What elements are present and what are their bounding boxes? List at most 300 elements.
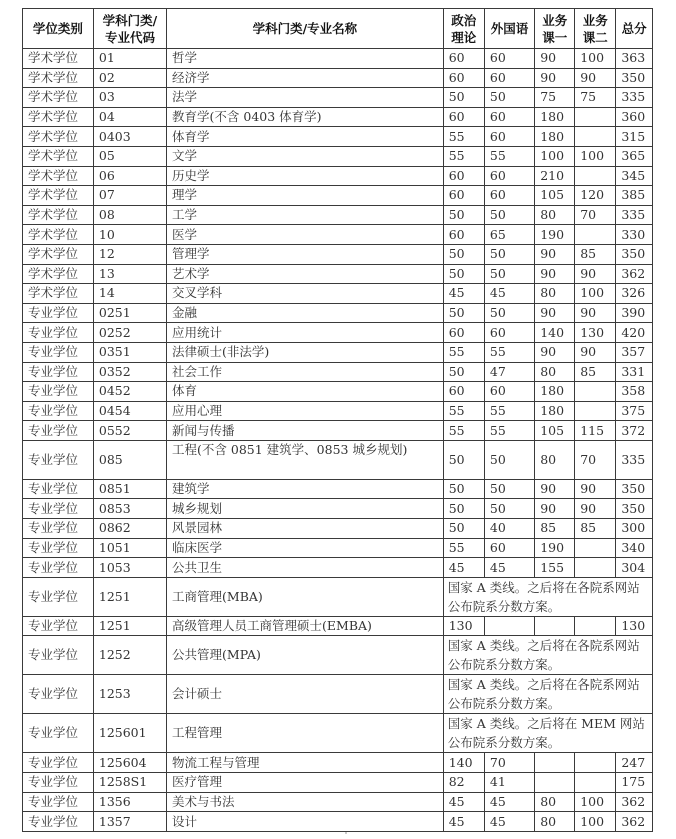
cell-course2: 90 (575, 499, 616, 519)
cell-foreign-language: 60 (484, 127, 534, 147)
cell-course2: 100 (575, 792, 616, 812)
cell-degree-type: 专业学位 (23, 577, 94, 616)
cell-code: 1356 (93, 792, 166, 812)
cell-degree-type: 专业学位 (23, 714, 94, 753)
cell-course2: 100 (575, 49, 616, 69)
cell-note: 国家 A 类线。之后将在 MEM 网站公布院系分数方案。 (443, 714, 652, 753)
cell-foreign-language: 50 (484, 88, 534, 108)
cell-course1: 75 (535, 88, 575, 108)
cell-course2: 90 (575, 479, 616, 499)
cell-course2: 85 (575, 362, 616, 382)
cell-total: 420 (616, 323, 653, 343)
cell-name: 交叉学科 (167, 284, 444, 304)
cell-foreign-language: 65 (484, 225, 534, 245)
table-row (23, 792, 653, 812)
cell-total: 130 (616, 616, 653, 636)
cell-total: 385 (616, 186, 653, 206)
cell-name: 社会工作 (167, 362, 444, 382)
cell-name: 医学 (167, 225, 444, 245)
cell-code: 1252 (93, 636, 166, 675)
cell-course1 (535, 616, 575, 636)
cell-course1: 90 (535, 68, 575, 88)
cell-total: 345 (616, 166, 653, 186)
cell-total: 357 (616, 342, 653, 362)
cell-total: 360 (616, 107, 653, 127)
table-row (23, 714, 653, 753)
cell-politics: 55 (443, 127, 484, 147)
table-row (23, 303, 653, 323)
cell-course1: 80 (535, 440, 575, 479)
cell-degree-type: 学术学位 (23, 107, 94, 127)
cell-total: 350 (616, 244, 653, 264)
cell-foreign-language: 60 (484, 68, 534, 88)
cell-politics: 50 (443, 303, 484, 323)
cell-politics: 50 (443, 362, 484, 382)
cell-total: 350 (616, 499, 653, 519)
cell-code: 0853 (93, 499, 166, 519)
cell-foreign-language: 60 (484, 323, 534, 343)
cell-code: 0352 (93, 362, 166, 382)
cell-total: 372 (616, 421, 653, 441)
table-row (23, 499, 653, 519)
cell-course2: 100 (575, 284, 616, 304)
cell-degree-type: 学术学位 (23, 264, 94, 284)
cell-course2: 130 (575, 323, 616, 343)
cell-name: 会计硕士 (167, 675, 444, 714)
cell-course1: 80 (535, 812, 575, 832)
cell-degree-type: 学术学位 (23, 49, 94, 69)
cell-course2 (575, 225, 616, 245)
cell-total: 300 (616, 519, 653, 539)
cell-name: 经济学 (167, 68, 444, 88)
cell-course2 (575, 558, 616, 578)
table-row (23, 284, 653, 304)
table-row (23, 186, 653, 206)
cell-politics: 60 (443, 166, 484, 186)
cell-code: 0862 (93, 519, 166, 539)
cell-course1: 80 (535, 205, 575, 225)
cell-course1: 80 (535, 284, 575, 304)
table-row (23, 616, 653, 636)
table-row (23, 166, 653, 186)
cell-code: 05 (93, 146, 166, 166)
cell-course1: 155 (535, 558, 575, 578)
cell-foreign-language: 50 (484, 303, 534, 323)
cell-code: 01 (93, 49, 166, 69)
header-degree-type: 学位类别 (23, 9, 94, 49)
cell-degree-type: 专业学位 (23, 812, 94, 832)
cell-name: 工程(不含 0851 建筑学、0853 城乡规划) (167, 440, 444, 479)
cell-course2: 100 (575, 146, 616, 166)
cell-politics: 50 (443, 479, 484, 499)
cell-degree-type: 学术学位 (23, 166, 94, 186)
cell-foreign-language: 50 (484, 440, 534, 479)
cell-course2 (575, 127, 616, 147)
cell-foreign-language: 70 (484, 753, 534, 773)
cell-degree-type: 学术学位 (23, 225, 94, 245)
header-name: 学科门类/专业名称 (167, 9, 444, 49)
cell-foreign-language: 40 (484, 519, 534, 539)
cell-code: 1251 (93, 616, 166, 636)
cell-course2: 85 (575, 244, 616, 264)
table-row (23, 577, 653, 616)
cell-course2: 90 (575, 264, 616, 284)
cell-course1: 90 (535, 499, 575, 519)
cell-politics: 55 (443, 146, 484, 166)
cell-course2 (575, 382, 616, 402)
cell-name: 体育 (167, 382, 444, 402)
score-cutoff-table (22, 8, 653, 832)
cell-politics: 45 (443, 812, 484, 832)
cell-name: 理学 (167, 186, 444, 206)
cell-code: 10 (93, 225, 166, 245)
stray-mark (345, 832, 347, 834)
cell-degree-type: 专业学位 (23, 773, 94, 793)
cell-politics: 50 (443, 519, 484, 539)
cell-code: 1258S1 (93, 773, 166, 793)
cell-code: 1053 (93, 558, 166, 578)
cell-politics: 82 (443, 773, 484, 793)
table-row (23, 362, 653, 382)
table-row (23, 88, 653, 108)
cell-course1: 190 (535, 225, 575, 245)
cell-degree-type: 学术学位 (23, 244, 94, 264)
table-row (23, 225, 653, 245)
header-foreign-language: 外国语 (484, 9, 534, 49)
cell-course2 (575, 107, 616, 127)
cell-course1: 105 (535, 186, 575, 206)
cell-name: 文学 (167, 146, 444, 166)
cell-course1: 105 (535, 421, 575, 441)
header-course2: 业务课二 (575, 9, 616, 49)
cell-course1: 100 (535, 146, 575, 166)
cell-code: 0252 (93, 323, 166, 343)
cell-code: 1251 (93, 577, 166, 616)
cell-code: 1051 (93, 538, 166, 558)
cell-code: 04 (93, 107, 166, 127)
cell-name: 城乡规划 (167, 499, 444, 519)
table-row (23, 68, 653, 88)
cell-foreign-language: 47 (484, 362, 534, 382)
cell-course1: 90 (535, 303, 575, 323)
table-row (23, 205, 653, 225)
cell-politics: 60 (443, 186, 484, 206)
cell-course2: 70 (575, 440, 616, 479)
cell-foreign-language: 55 (484, 421, 534, 441)
cell-name: 哲学 (167, 49, 444, 69)
cell-total: 362 (616, 264, 653, 284)
cell-code: 02 (93, 68, 166, 88)
cell-politics: 50 (443, 88, 484, 108)
cell-course1: 210 (535, 166, 575, 186)
cell-foreign-language: 45 (484, 284, 534, 304)
cell-total: 340 (616, 538, 653, 558)
table-row (23, 342, 653, 362)
cell-degree-type: 专业学位 (23, 753, 94, 773)
table-row (23, 49, 653, 69)
cell-code: 07 (93, 186, 166, 206)
cell-politics: 50 (443, 499, 484, 519)
cell-total: 363 (616, 49, 653, 69)
cell-course1: 180 (535, 382, 575, 402)
table-header (23, 9, 653, 49)
cell-code: 14 (93, 284, 166, 304)
table-row (23, 538, 653, 558)
cell-foreign-language: 45 (484, 792, 534, 812)
cell-name: 应用统计 (167, 323, 444, 343)
cell-name: 医疗管理 (167, 773, 444, 793)
table-row (23, 479, 653, 499)
table-row (23, 753, 653, 773)
cell-politics: 45 (443, 792, 484, 812)
cell-foreign-language: 45 (484, 812, 534, 832)
cell-course1: 80 (535, 792, 575, 812)
cell-code: 085 (93, 440, 166, 479)
cell-name: 金融 (167, 303, 444, 323)
cell-name: 美术与书法 (167, 792, 444, 812)
cell-foreign-language: 55 (484, 401, 534, 421)
cell-foreign-language: 60 (484, 186, 534, 206)
cell-course2 (575, 401, 616, 421)
cell-foreign-language: 50 (484, 499, 534, 519)
cell-degree-type: 专业学位 (23, 342, 94, 362)
cell-politics: 50 (443, 264, 484, 284)
cell-politics: 45 (443, 284, 484, 304)
cell-total: 326 (616, 284, 653, 304)
cell-course1: 90 (535, 244, 575, 264)
cell-foreign-language: 50 (484, 479, 534, 499)
cell-politics: 60 (443, 49, 484, 69)
cell-course2: 100 (575, 812, 616, 832)
cell-foreign-language: 60 (484, 382, 534, 402)
cell-name: 高级管理人员工商管理硕士(EMBA) (167, 616, 444, 636)
cell-degree-type: 学术学位 (23, 146, 94, 166)
cell-degree-type: 专业学位 (23, 401, 94, 421)
cell-code: 0552 (93, 421, 166, 441)
cell-name: 艺术学 (167, 264, 444, 284)
cell-politics: 50 (443, 244, 484, 264)
table-row (23, 421, 653, 441)
cell-course1: 80 (535, 362, 575, 382)
cell-course1: 85 (535, 519, 575, 539)
cell-degree-type: 专业学位 (23, 636, 94, 675)
cell-total: 175 (616, 773, 653, 793)
cell-name: 管理学 (167, 244, 444, 264)
cell-degree-type: 专业学位 (23, 421, 94, 441)
cell-name: 公共卫生 (167, 558, 444, 578)
cell-total: 304 (616, 558, 653, 578)
header-code: 学科门类/专业代码 (93, 9, 166, 49)
cell-degree-type: 专业学位 (23, 323, 94, 343)
cell-degree-type: 学术学位 (23, 186, 94, 206)
table-row (23, 812, 653, 832)
cell-course2 (575, 616, 616, 636)
cell-course2: 90 (575, 342, 616, 362)
cell-name: 教育学(不含 0403 体育学) (167, 107, 444, 127)
cell-course1: 90 (535, 479, 575, 499)
cell-code: 0251 (93, 303, 166, 323)
cell-course2: 70 (575, 205, 616, 225)
table-row (23, 146, 653, 166)
table-row (23, 264, 653, 284)
header-row (23, 9, 653, 49)
cell-total: 335 (616, 88, 653, 108)
cell-foreign-language: 60 (484, 166, 534, 186)
cell-degree-type: 专业学位 (23, 792, 94, 812)
cell-course2: 115 (575, 421, 616, 441)
cell-foreign-language: 50 (484, 244, 534, 264)
cell-course2: 90 (575, 68, 616, 88)
table-row (23, 519, 653, 539)
cell-course1: 90 (535, 264, 575, 284)
cell-note: 国家 A 类线。之后将在各院系网站公布院系分数方案。 (443, 675, 652, 714)
cell-code: 08 (93, 205, 166, 225)
cell-name: 设计 (167, 812, 444, 832)
table-row (23, 558, 653, 578)
cell-degree-type: 学术学位 (23, 88, 94, 108)
cell-course1: 190 (535, 538, 575, 558)
cell-name: 应用心理 (167, 401, 444, 421)
cell-degree-type: 专业学位 (23, 519, 94, 539)
cell-total: 315 (616, 127, 653, 147)
cell-foreign-language: 55 (484, 342, 534, 362)
table-row (23, 401, 653, 421)
cell-course1 (535, 773, 575, 793)
cell-name: 体育学 (167, 127, 444, 147)
cell-foreign-language: 41 (484, 773, 534, 793)
cell-course1: 90 (535, 342, 575, 362)
cell-code: 1357 (93, 812, 166, 832)
table-body (23, 49, 653, 832)
header-course1: 业务课一 (535, 9, 575, 49)
table-row (23, 440, 653, 479)
cell-course2: 85 (575, 519, 616, 539)
cell-course1: 180 (535, 107, 575, 127)
cell-degree-type: 专业学位 (23, 538, 94, 558)
cell-name: 法学 (167, 88, 444, 108)
cell-total: 362 (616, 792, 653, 812)
cell-name: 新闻与传播 (167, 421, 444, 441)
header-total: 总分 (616, 9, 653, 49)
cell-code: 125601 (93, 714, 166, 753)
cell-politics: 130 (443, 616, 484, 636)
cell-course1 (535, 753, 575, 773)
table-row (23, 636, 653, 675)
cell-degree-type: 学术学位 (23, 205, 94, 225)
cell-politics: 55 (443, 421, 484, 441)
cell-name: 物流工程与管理 (167, 753, 444, 773)
cell-name: 法律硕士(非法学) (167, 342, 444, 362)
score-table-page (22, 8, 653, 832)
cell-total: 330 (616, 225, 653, 245)
cell-politics: 60 (443, 323, 484, 343)
cell-degree-type: 专业学位 (23, 382, 94, 402)
cell-name: 历史学 (167, 166, 444, 186)
cell-politics: 45 (443, 558, 484, 578)
cell-politics: 50 (443, 440, 484, 479)
cell-course2: 75 (575, 88, 616, 108)
cell-course2 (575, 773, 616, 793)
cell-course2 (575, 538, 616, 558)
cell-politics: 55 (443, 401, 484, 421)
cell-degree-type: 专业学位 (23, 479, 94, 499)
cell-name: 公共管理(MPA) (167, 636, 444, 675)
header-politics: 政治理论 (443, 9, 484, 49)
cell-politics: 50 (443, 205, 484, 225)
cell-total: 247 (616, 753, 653, 773)
cell-code: 06 (93, 166, 166, 186)
cell-politics: 60 (443, 107, 484, 127)
cell-name: 工商管理(MBA) (167, 577, 444, 616)
cell-degree-type: 学术学位 (23, 68, 94, 88)
cell-total: 335 (616, 440, 653, 479)
cell-foreign-language: 50 (484, 205, 534, 225)
cell-politics: 55 (443, 538, 484, 558)
cell-code: 03 (93, 88, 166, 108)
cell-total: 375 (616, 401, 653, 421)
cell-name: 临床医学 (167, 538, 444, 558)
cell-total: 350 (616, 479, 653, 499)
cell-total: 390 (616, 303, 653, 323)
cell-code: 0452 (93, 382, 166, 402)
cell-course1: 90 (535, 49, 575, 69)
table-row (23, 127, 653, 147)
cell-total: 335 (616, 205, 653, 225)
cell-code: 0454 (93, 401, 166, 421)
cell-foreign-language: 60 (484, 107, 534, 127)
table-row (23, 773, 653, 793)
cell-course1: 180 (535, 401, 575, 421)
cell-code: 1253 (93, 675, 166, 714)
cell-total: 365 (616, 146, 653, 166)
cell-code: 0851 (93, 479, 166, 499)
cell-name: 工学 (167, 205, 444, 225)
cell-degree-type: 专业学位 (23, 440, 94, 479)
cell-course2 (575, 753, 616, 773)
table-row (23, 244, 653, 264)
cell-course2: 120 (575, 186, 616, 206)
cell-degree-type: 专业学位 (23, 558, 94, 578)
cell-politics: 55 (443, 342, 484, 362)
cell-code: 12 (93, 244, 166, 264)
cell-code: 0403 (93, 127, 166, 147)
cell-politics: 60 (443, 382, 484, 402)
cell-code: 0351 (93, 342, 166, 362)
cell-note: 国家 A 类线。之后将在各院系网站公布院系分数方案。 (443, 636, 652, 675)
cell-degree-type: 专业学位 (23, 499, 94, 519)
cell-foreign-language: 60 (484, 538, 534, 558)
cell-foreign-language: 50 (484, 264, 534, 284)
cell-degree-type: 专业学位 (23, 303, 94, 323)
cell-name: 建筑学 (167, 479, 444, 499)
table-row (23, 382, 653, 402)
cell-politics: 140 (443, 753, 484, 773)
cell-course2: 90 (575, 303, 616, 323)
table-row (23, 107, 653, 127)
table-row (23, 675, 653, 714)
cell-foreign-language: 55 (484, 146, 534, 166)
cell-name: 风景园林 (167, 519, 444, 539)
cell-foreign-language (484, 616, 534, 636)
cell-degree-type: 专业学位 (23, 362, 94, 382)
cell-total: 362 (616, 812, 653, 832)
cell-note: 国家 A 类线。之后将在各院系网站公布院系分数方案。 (443, 577, 652, 616)
cell-politics: 60 (443, 68, 484, 88)
cell-degree-type: 专业学位 (23, 675, 94, 714)
cell-code: 13 (93, 264, 166, 284)
cell-total: 358 (616, 382, 653, 402)
cell-code: 125604 (93, 753, 166, 773)
